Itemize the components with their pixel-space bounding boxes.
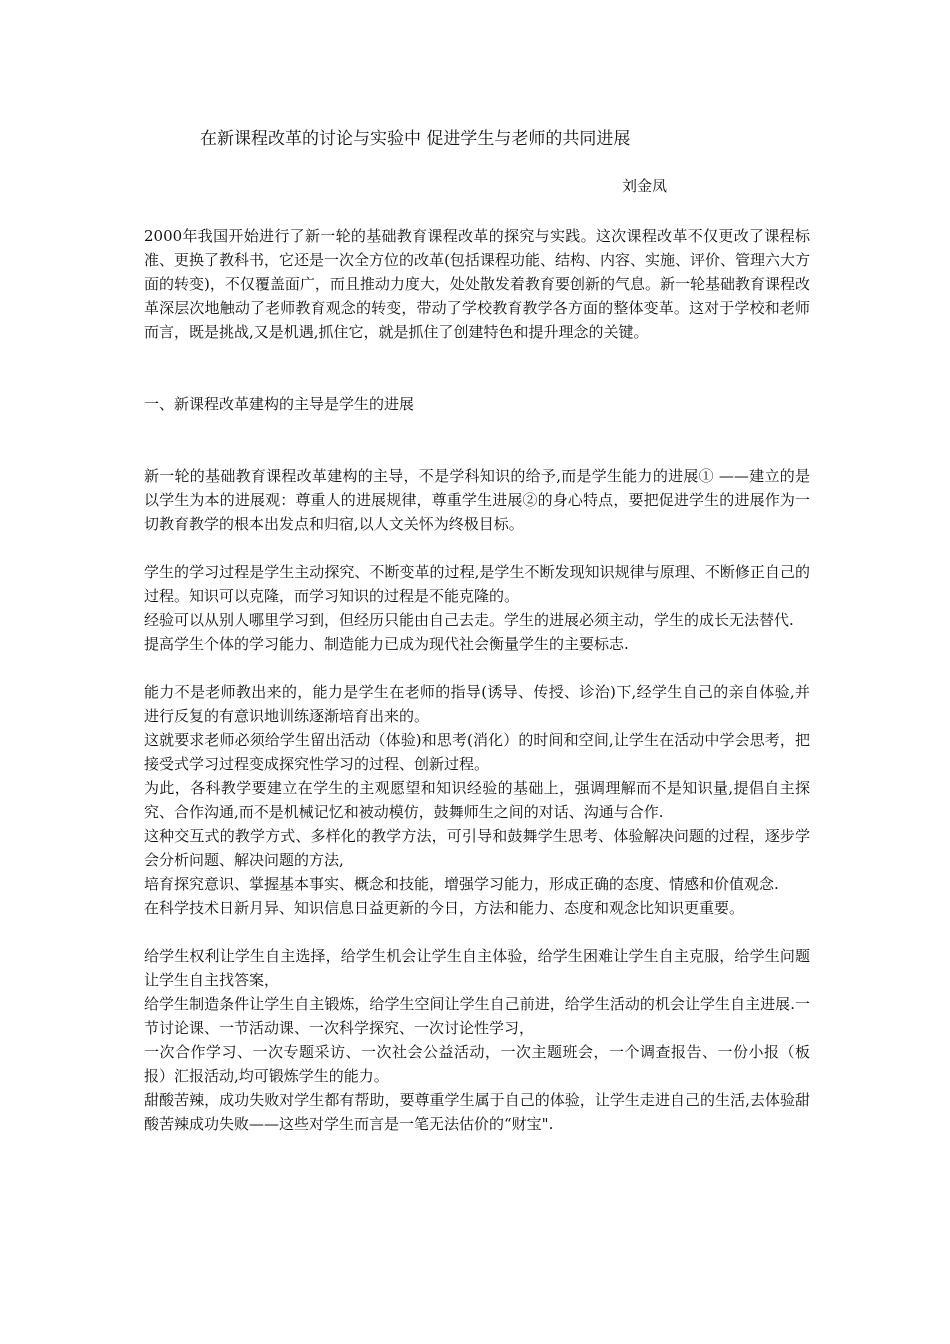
paragraph-spacer [144, 920, 810, 944]
paragraph: 甜酸苦辣，成功失败对学生都有帮助，要尊重学生属于自己的体验，让学生走进自己的生活,去体验甜酸苦辣成功失败——这些对学生而言是一笔无法估价的“财宝". [144, 1091, 810, 1133]
paragraph: 新一轮的基础教育课程改革建构的主导，不是学科知识的给予,而是学生能力的进展① ——建立的是以学生为本的进展观：尊重人的进展规律，尊重学生进展②的身心特点，要把促进学生的进展作为一切教育教学的根本出发点和归宿,以人文关怀为终极目标。 [144, 467, 810, 533]
paragraph: 提高学生个体的学习能力、制造能力已成为现代社会衡量学生的主要标志. [144, 635, 629, 653]
paragraph-spacer [144, 536, 810, 560]
paragraph: 给学生制造条件让学生自主锻炼，给学生空间让学生自己前进，给学生活动的机会让学生自主进展.一节讨论课、一节活动课、一次科学探究、一次讨论性学习， [144, 995, 810, 1037]
paragraph: 为此，各科教学要建立在学生的主观愿望和知识经验的基础上，强调理解而不是知识量,提倡自主探究、合作沟通,而不是机械记忆和被动模仿，鼓舞师生之间的对话、沟通与合作. [144, 779, 810, 821]
paragraph: 培育探究意识、掌握基本事实、概念和技能，增强学习能力，形成正确的态度、情感和价值观念. [144, 875, 779, 893]
paragraph: 能力不是老师教出来的，能力是学生在老师的指导(诱导、传授、诊治)下,经学生自己的亲自体验,并进行反复的有意识地训练逐渐培育出来的。 [144, 683, 810, 725]
paragraph-spacer [144, 416, 810, 440]
paragraph: 在科学技术日新月异、知识信息日益更新的今日，方法和能力、态度和观念比知识更重要。 [144, 899, 745, 917]
paragraph-spacer [144, 656, 810, 680]
paragraph: 这种交互式的教学方式、多样化的教学方法，可引导和鼓舞学生思考、体验解决问题的过程，逐步学会分析问题、解决问题的方法, [144, 827, 810, 869]
paragraph: 经验可以从别人哪里学习到，但经历只能由自己去走。学生的进展必须主动，学生的成长无法替代. [144, 611, 794, 629]
paragraph-spacer [144, 368, 810, 392]
document-body [144, 224, 810, 1136]
document-title: 在新课程改革的讨论与实验中 促进学生与老师的共同进展 [200, 129, 631, 149]
section-heading: 一、新课程改革建构的主导是学生的进展 [144, 395, 415, 413]
paragraph: 给学生权利让学生自主选择，给学生机会让学生自主体验，给学生困难让学生自主克服，给学生问题让学生自主找答案， [144, 947, 810, 989]
paragraph-spacer [144, 344, 810, 368]
paragraph: 一次合作学习、一次专题采访、一次社会公益活动，一次主题班会，一个调查报告、一份小报（板报）汇报活动,均可锻炼学生的能力。 [144, 1043, 810, 1085]
paragraph-intro: 2000年我国开始进行了新一轮的基础教育课程改革的探究与实践。这次课程改革不仅更改了课程标准、更换了教科书，它还是一次全方位的改革(包括课程功能、结构、内容、实施、评价、管理六大方面的转变)，不仅覆盖面广，而且推动力度大，处处散发着教育要创新的气息。新一轮基础教育课程改革深层次地触动了老师教育观念的转变，带动了学校教育教学各方面的整体变革。这对于学校和老师而言，既是挑战,又是机遇,抓住它，就是抓住了创建特色和提升理念的关键。 [144, 227, 810, 341]
paragraph: 学生的学习过程是学生主动探究、不断变革的过程,是学生不断发现知识规律与原理、不断修正自己的过程。知识可以克隆，而学习知识的过程是不能克隆的。 [144, 563, 810, 605]
author-name: 刘金凤 [622, 177, 668, 195]
paragraph-spacer [144, 440, 810, 464]
paragraph: 这就要求老师必须给学生留出活动（体验)和思考(消化）的时间和空间,让学生在活动中学会思考，把接受式学习过程变成探究性学习的过程、创新过程。 [144, 731, 810, 773]
